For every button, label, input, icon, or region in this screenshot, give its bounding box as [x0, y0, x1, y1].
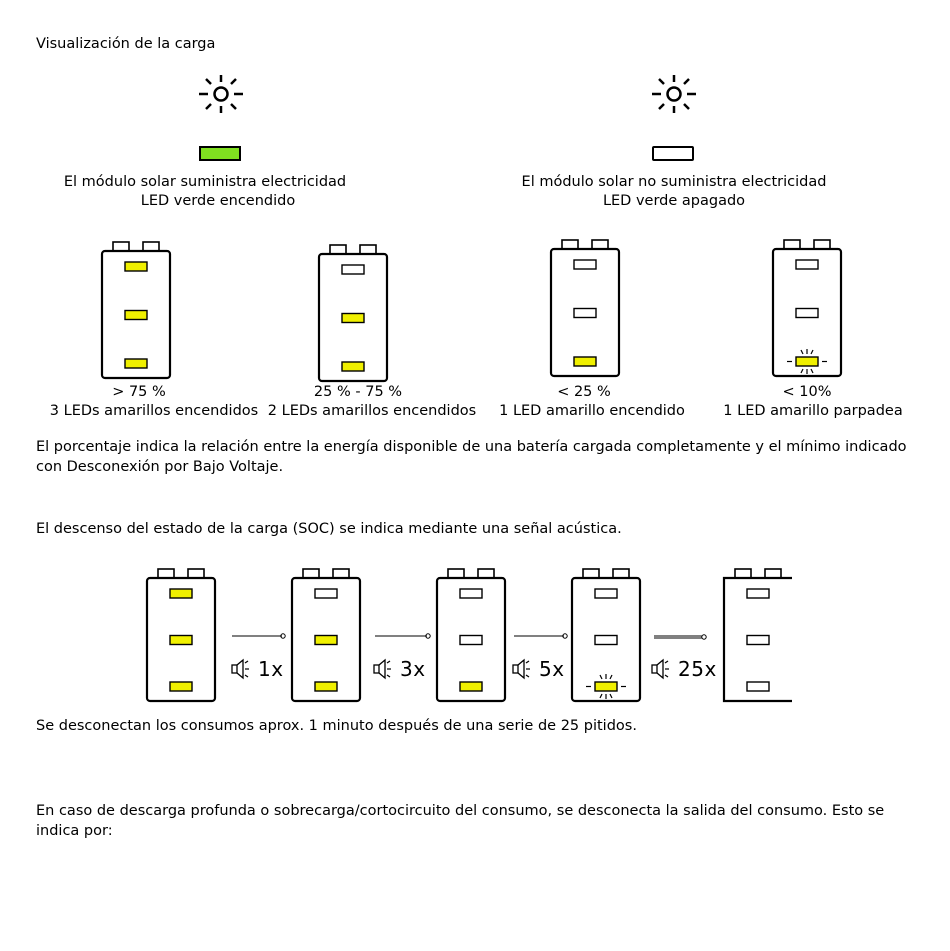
led-on: [315, 636, 337, 645]
disconnect-note: Se desconectan los consumos aprox. 1 minuto después de una serie de 25 pitidos.: [36, 718, 637, 734]
led-off: [595, 589, 617, 598]
arrow-right-icon: [375, 630, 433, 642]
arrow-right-icon: [654, 630, 710, 644]
speaker-icon: [650, 657, 674, 681]
sequence-battery: [145, 567, 217, 703]
led-on: [170, 636, 192, 645]
led-off: [747, 682, 769, 691]
led-on: [574, 357, 596, 366]
solar-off-line1: El módulo solar no suministra electricidad: [521, 174, 827, 190]
level-desc: 2 LEDs amarillos encendidos: [267, 403, 477, 419]
led-on: [125, 359, 147, 368]
section-heading: Visualización de la carga: [36, 36, 216, 52]
beep-count: 25x: [678, 657, 717, 681]
led-off: [315, 589, 337, 598]
led-on: [342, 362, 364, 371]
led-off: [796, 260, 818, 269]
level-percent: > 75 %: [112, 384, 166, 400]
percent-note: El porcentaje indica la relación entre la energía disponible de una batería cargada completamente y el mínimo indicado con Desconexión por Bajo Voltaje.: [36, 439, 907, 475]
led-off: [460, 636, 482, 645]
level-desc: 1 LED amarillo parpadea: [723, 403, 903, 419]
battery-level-1: [100, 240, 172, 380]
led-on: [796, 357, 818, 366]
level-percent: 25 % - 75 %: [313, 384, 403, 400]
beep-indicator: [511, 657, 565, 681]
led-off: [747, 589, 769, 598]
soc-intro: El descenso del estado de la carga (SOC) se indica mediante una señal acústica.: [36, 521, 622, 537]
led-off: [796, 309, 818, 318]
sequence-battery: [435, 567, 507, 703]
speaker-icon: [511, 657, 535, 681]
green-led-on: [199, 146, 241, 161]
arrow-right-icon: [232, 630, 288, 642]
led-off: [460, 589, 482, 598]
led-off: [574, 260, 596, 269]
beep-count: 3x: [400, 657, 426, 681]
led-off: [595, 636, 617, 645]
led-on: [125, 311, 147, 320]
level-percent: < 10%: [782, 384, 832, 400]
level-desc: 1 LED amarillo encendido: [499, 403, 685, 419]
solar-on-line1: El módulo solar suministra electricidad: [63, 174, 347, 190]
sun-icon: [651, 73, 697, 115]
level-percent: < 25 %: [557, 384, 611, 400]
battery-level-4: [771, 238, 843, 378]
led-off: [342, 265, 364, 274]
beep-count: 1x: [258, 657, 284, 681]
led-on: [170, 589, 192, 598]
led-on: [170, 682, 192, 691]
arrow-right-icon: [514, 630, 570, 642]
solar-on-line2: LED verde encendido: [140, 193, 296, 209]
green-led-off: [652, 146, 694, 161]
led-on: [125, 262, 147, 271]
led-off: [747, 636, 769, 645]
beep-indicator: [650, 657, 717, 681]
battery-level-3: [549, 238, 621, 378]
sequence-battery: [290, 567, 362, 703]
led-on: [315, 682, 337, 691]
sun-icon: [198, 73, 244, 115]
deep-discharge-note: En caso de descarga profunda o sobrecarga/cortocircuito del consumo, se desconecta la salida del consumo. Esto se indica por:: [36, 803, 885, 839]
speaker-icon: [372, 657, 396, 681]
led-on: [460, 682, 482, 691]
battery-level-2: [317, 243, 389, 383]
beep-count: 5x: [539, 657, 565, 681]
led-on: [595, 682, 617, 691]
level-desc: 3 LEDs amarillos encendidos: [49, 403, 259, 419]
sequence-battery: [570, 567, 642, 703]
sequence-battery: [722, 567, 794, 703]
beep-indicator: [230, 657, 284, 681]
speaker-icon: [230, 657, 254, 681]
solar-off-line2: LED verde apagado: [602, 193, 746, 209]
led-on: [342, 314, 364, 323]
led-off: [574, 309, 596, 318]
beep-indicator: [372, 657, 426, 681]
